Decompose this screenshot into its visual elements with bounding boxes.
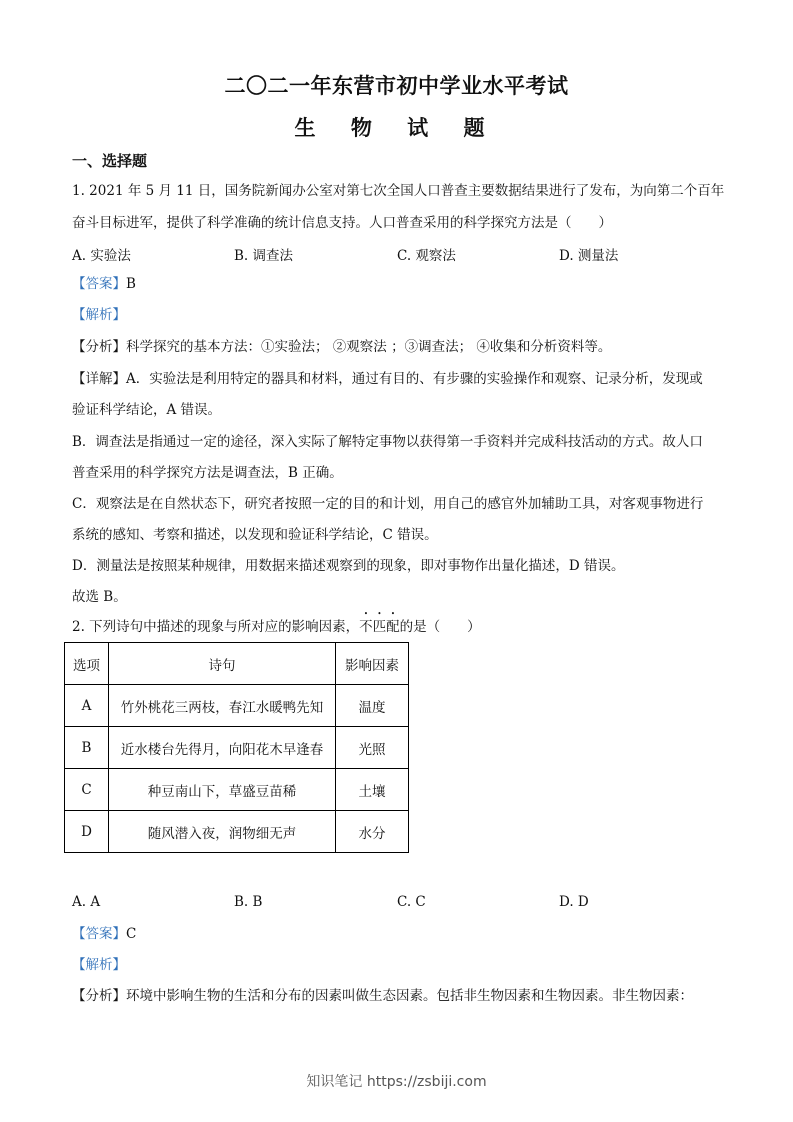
q2-stem-post: 的是（ ） (399, 619, 481, 635)
q1-fenxi (72, 338, 732, 356)
table-cell: 土壤 (336, 769, 409, 811)
table-cell: C (65, 769, 109, 811)
q1-analysis-tag: 【解析】 (72, 307, 126, 323)
q2-fenxi (72, 987, 732, 1005)
q1-stem-line2: 奋斗目标进军，提供了科学准确的统计信息支持。人口普查采用的科学探究方法是（ ） (72, 215, 612, 231)
table-cell: 温度 (336, 685, 409, 727)
q1-answer (72, 275, 732, 293)
table-row (65, 769, 409, 811)
table-cell: 光照 (336, 727, 409, 769)
q1-detail-a-text: A．实验法是利用特定的器具和材料，通过有目的、有步骤的实验操作和观察、记录分析，发现或 (126, 371, 703, 387)
table-header-cell: 选项 (65, 643, 109, 685)
q1-option-c: C. 观察法 (397, 248, 456, 264)
q1-fenxi-text: 科学探究的基本方法：①实验法； ②观察法 ；③调查法； ④收集和分析资料等。 (126, 339, 612, 355)
q2-stem-emph-2: 匹 (372, 619, 387, 635)
q1-conclusion: 故选 B。 (72, 589, 127, 605)
table-row (65, 727, 409, 769)
q1-option-d: D. 测量法 (559, 248, 619, 264)
table-cell: 竹外桃花三两枝，春江水暖鸭先知 (109, 685, 336, 727)
table-header-row (65, 643, 409, 685)
q1-detail-d: D．测量法是按照某种规律，用数据来描述观察到的现象，即对事物作出量化描述，D 错误。 (72, 558, 625, 574)
q1-options (0, 244, 793, 264)
table-cell: 近水楼台先得月，向阳花木早逢春 (109, 727, 336, 769)
table-row (65, 685, 409, 727)
q1-option-a: A. 实验法 (72, 248, 131, 264)
q2-analysis-tag: 【解析】 (72, 957, 126, 973)
q1-answer-value: B (126, 276, 136, 292)
q2-option-b: B. B (234, 894, 263, 910)
table-header-cell: 诗句 (109, 643, 336, 685)
q1-detail-a-line1 (72, 370, 732, 388)
table-cell: D (65, 811, 109, 853)
page-title: 二〇二一年东营市初中学业水平考试 (224, 73, 569, 98)
table-cell: 种豆南山下，草盛豆苗稀 (109, 769, 336, 811)
table-header-cell: 影响因素 (336, 643, 409, 685)
table-row (65, 811, 409, 853)
page-subtitle: 生 物 试 题 (294, 115, 499, 140)
table-cell: B (65, 727, 109, 769)
q2-answer-tag: 【答案】 (72, 926, 126, 942)
q1-detail-c-line2: 系统的感知、考察和描述，以发现和验证科学结论，C 错误。 (72, 527, 438, 543)
q1-detail-b-line2: 普查采用的科学探究方法是调查法，B 正确。 (72, 465, 343, 481)
q2-stem (72, 618, 732, 636)
q2-option-d: D. D (559, 894, 589, 910)
q2-option-a: A. A (72, 894, 101, 910)
table-cell: 水分 (336, 811, 409, 853)
q2-fenxi-text: 环境中影响生物的生活和分布的因素叫做生态因素。包括非生物因素和生物因素。非生物因素： (126, 988, 693, 1004)
q2-answer-value: C (126, 926, 137, 942)
q1-xiangjie-tag: 【详解】 (72, 371, 126, 387)
footer-watermark: 知识笔记 https://zsbiji.com (306, 1074, 487, 1090)
q1-answer-tag: 【答案】 (72, 276, 126, 292)
q2-stem-pre: 2. 下列诗句中描述的现象与所对应的影响因素， (72, 619, 360, 635)
q1-option-b: B. 调查法 (234, 248, 294, 264)
q1-stem-line1: 1. 2021 年 5 月 11 日，国务院新闻办公室对第七次全国人口普查主要数据结果进行了发布，为向第二个百年 (72, 183, 725, 199)
q2-stem-emph-3: 配 (386, 619, 400, 635)
q2-table (64, 642, 409, 853)
q1-detail-a-line2: 验证科学结论，A 错误。 (72, 402, 222, 418)
q2-stem-emph-1: 不 (359, 619, 373, 635)
q1-detail-c-line1: C．观察法是在自然状态下，研究者按照一定的目的和计划，用自己的感官外加辅助工具，对客观事物进行 (72, 496, 704, 512)
section-heading: 一、选择题 (72, 152, 148, 170)
q1-fenxi-tag: 【分析】 (72, 339, 126, 355)
table-cell: 随风潜入夜，润物细无声 (109, 811, 336, 853)
q2-fenxi-tag: 【分析】 (72, 988, 126, 1004)
q2-option-c: C. C (397, 894, 426, 910)
table-cell: A (65, 685, 109, 727)
q2-options (0, 894, 793, 914)
q2-answer (72, 925, 732, 943)
q1-detail-b-line1: B．调查法是指通过一定的途径，深入实际了解特定事物以获得第一手资料并完成科技活动的方式。故人口 (72, 434, 703, 450)
